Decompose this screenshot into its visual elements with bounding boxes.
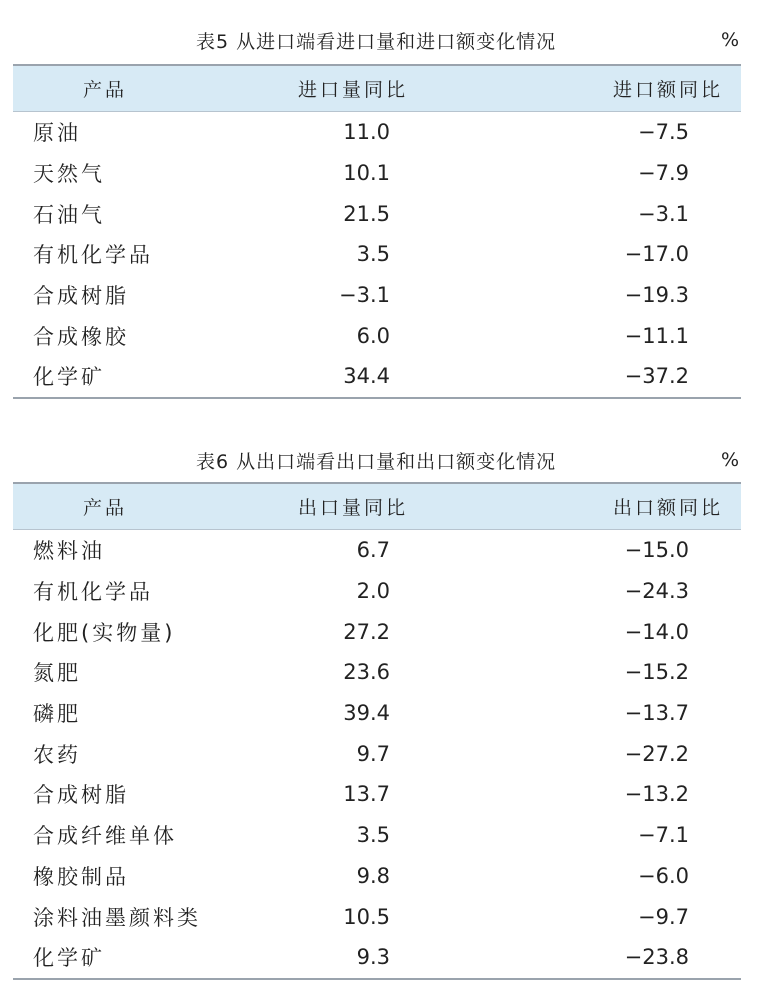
table5-caption xyxy=(13,27,741,55)
table5-title: 表5 从进口端看进口量和进口额变化情况 xyxy=(196,31,557,53)
table5-header-volume: 进口量同比 xyxy=(298,79,409,101)
table6-header-value: 出口额同比 xyxy=(612,497,723,519)
table6-header-volume: 出口量同比 xyxy=(298,497,409,519)
table-row xyxy=(13,571,741,612)
table6-block xyxy=(13,447,741,980)
table5-block xyxy=(13,27,741,399)
table5-header-row xyxy=(13,66,741,112)
cell-value-yoy: −6.0 xyxy=(638,863,689,888)
cell-product: 橡胶制品 xyxy=(33,864,129,889)
table-row xyxy=(13,611,741,652)
cell-product: 燃料油 xyxy=(33,539,105,564)
table5 xyxy=(13,64,741,399)
cell-volume-yoy: 6.0 xyxy=(356,323,390,348)
table-row xyxy=(13,530,741,571)
table-row xyxy=(13,193,741,234)
cell-value-yoy: −7.1 xyxy=(638,823,689,848)
cell-value-yoy: −7.9 xyxy=(638,161,689,186)
cell-value-yoy: −9.7 xyxy=(638,904,689,929)
table-row xyxy=(13,856,741,897)
table-row xyxy=(13,356,741,397)
cell-product: 涂料油墨颜料类 xyxy=(33,905,201,930)
cell-volume-yoy: −3.1 xyxy=(339,283,390,308)
cell-volume-yoy: 34.4 xyxy=(343,364,390,389)
cell-product: 氮肥 xyxy=(33,661,81,686)
cell-value-yoy: −24.3 xyxy=(624,579,689,604)
table-row xyxy=(13,733,741,774)
table-row xyxy=(13,652,741,693)
table-row xyxy=(13,153,741,194)
cell-value-yoy: −13.2 xyxy=(624,782,689,807)
table6-title: 表6 从出口端看出口量和出口额变化情况 xyxy=(196,451,557,473)
cell-product: 有机化学品 xyxy=(33,243,153,268)
cell-volume-yoy: 3.5 xyxy=(356,823,390,848)
cell-product: 农药 xyxy=(33,742,81,767)
table6-caption xyxy=(13,447,741,475)
cell-value-yoy: −15.2 xyxy=(624,660,689,685)
table-row xyxy=(13,815,741,856)
cell-product: 化肥(实物量) xyxy=(33,620,176,645)
table5-header-value: 进口额同比 xyxy=(612,79,723,101)
cell-product: 有机化学品 xyxy=(33,580,153,605)
cell-volume-yoy: 21.5 xyxy=(343,201,390,226)
cell-volume-yoy: 13.7 xyxy=(343,782,390,807)
cell-volume-yoy: 9.7 xyxy=(356,741,390,766)
cell-value-yoy: −11.1 xyxy=(624,323,689,348)
table6-header-row xyxy=(13,484,741,530)
table-row xyxy=(13,774,741,815)
cell-product: 磷肥 xyxy=(33,702,81,727)
cell-product: 石油气 xyxy=(33,202,105,227)
cell-value-yoy: −14.0 xyxy=(624,619,689,644)
cell-value-yoy: −13.7 xyxy=(624,701,689,726)
cell-value-yoy: −3.1 xyxy=(638,201,689,226)
cell-value-yoy: −15.0 xyxy=(624,538,689,563)
cell-volume-yoy: 10.5 xyxy=(343,904,390,929)
table5-unit: % xyxy=(720,29,739,51)
table-row xyxy=(13,693,741,734)
table6-body xyxy=(13,530,741,978)
cell-product: 合成树脂 xyxy=(33,783,129,808)
cell-volume-yoy: 27.2 xyxy=(343,619,390,644)
cell-product: 原油 xyxy=(33,121,81,146)
cell-volume-yoy: 11.0 xyxy=(343,120,390,145)
cell-value-yoy: −19.3 xyxy=(624,283,689,308)
table-row xyxy=(13,275,741,316)
cell-volume-yoy: 39.4 xyxy=(343,701,390,726)
table6-unit: % xyxy=(720,449,739,471)
table6 xyxy=(13,482,741,980)
cell-product: 化学矿 xyxy=(33,365,105,390)
cell-volume-yoy: 6.7 xyxy=(356,538,390,563)
cell-volume-yoy: 9.3 xyxy=(356,945,390,970)
cell-product: 合成树脂 xyxy=(33,284,129,309)
cell-value-yoy: −7.5 xyxy=(638,120,689,145)
cell-value-yoy: −23.8 xyxy=(624,945,689,970)
cell-volume-yoy: 10.1 xyxy=(343,161,390,186)
table-row xyxy=(13,896,741,937)
cell-product: 合成橡胶 xyxy=(33,324,129,349)
table-row xyxy=(13,937,741,978)
cell-product: 合成纤维单体 xyxy=(33,824,177,849)
cell-volume-yoy: 23.6 xyxy=(343,660,390,685)
cell-volume-yoy: 3.5 xyxy=(356,242,390,267)
table-row xyxy=(13,234,741,275)
cell-value-yoy: −37.2 xyxy=(624,364,689,389)
cell-value-yoy: −27.2 xyxy=(624,741,689,766)
table6-header-product: 产品 xyxy=(83,497,128,519)
cell-product: 化学矿 xyxy=(33,946,105,971)
cell-volume-yoy: 2.0 xyxy=(356,579,390,604)
table5-body xyxy=(13,112,741,397)
table-row xyxy=(13,112,741,153)
table-row xyxy=(13,315,741,356)
cell-value-yoy: −17.0 xyxy=(624,242,689,267)
table5-header-product: 产品 xyxy=(83,79,128,101)
cell-volume-yoy: 9.8 xyxy=(356,863,390,888)
cell-product: 天然气 xyxy=(33,162,105,187)
